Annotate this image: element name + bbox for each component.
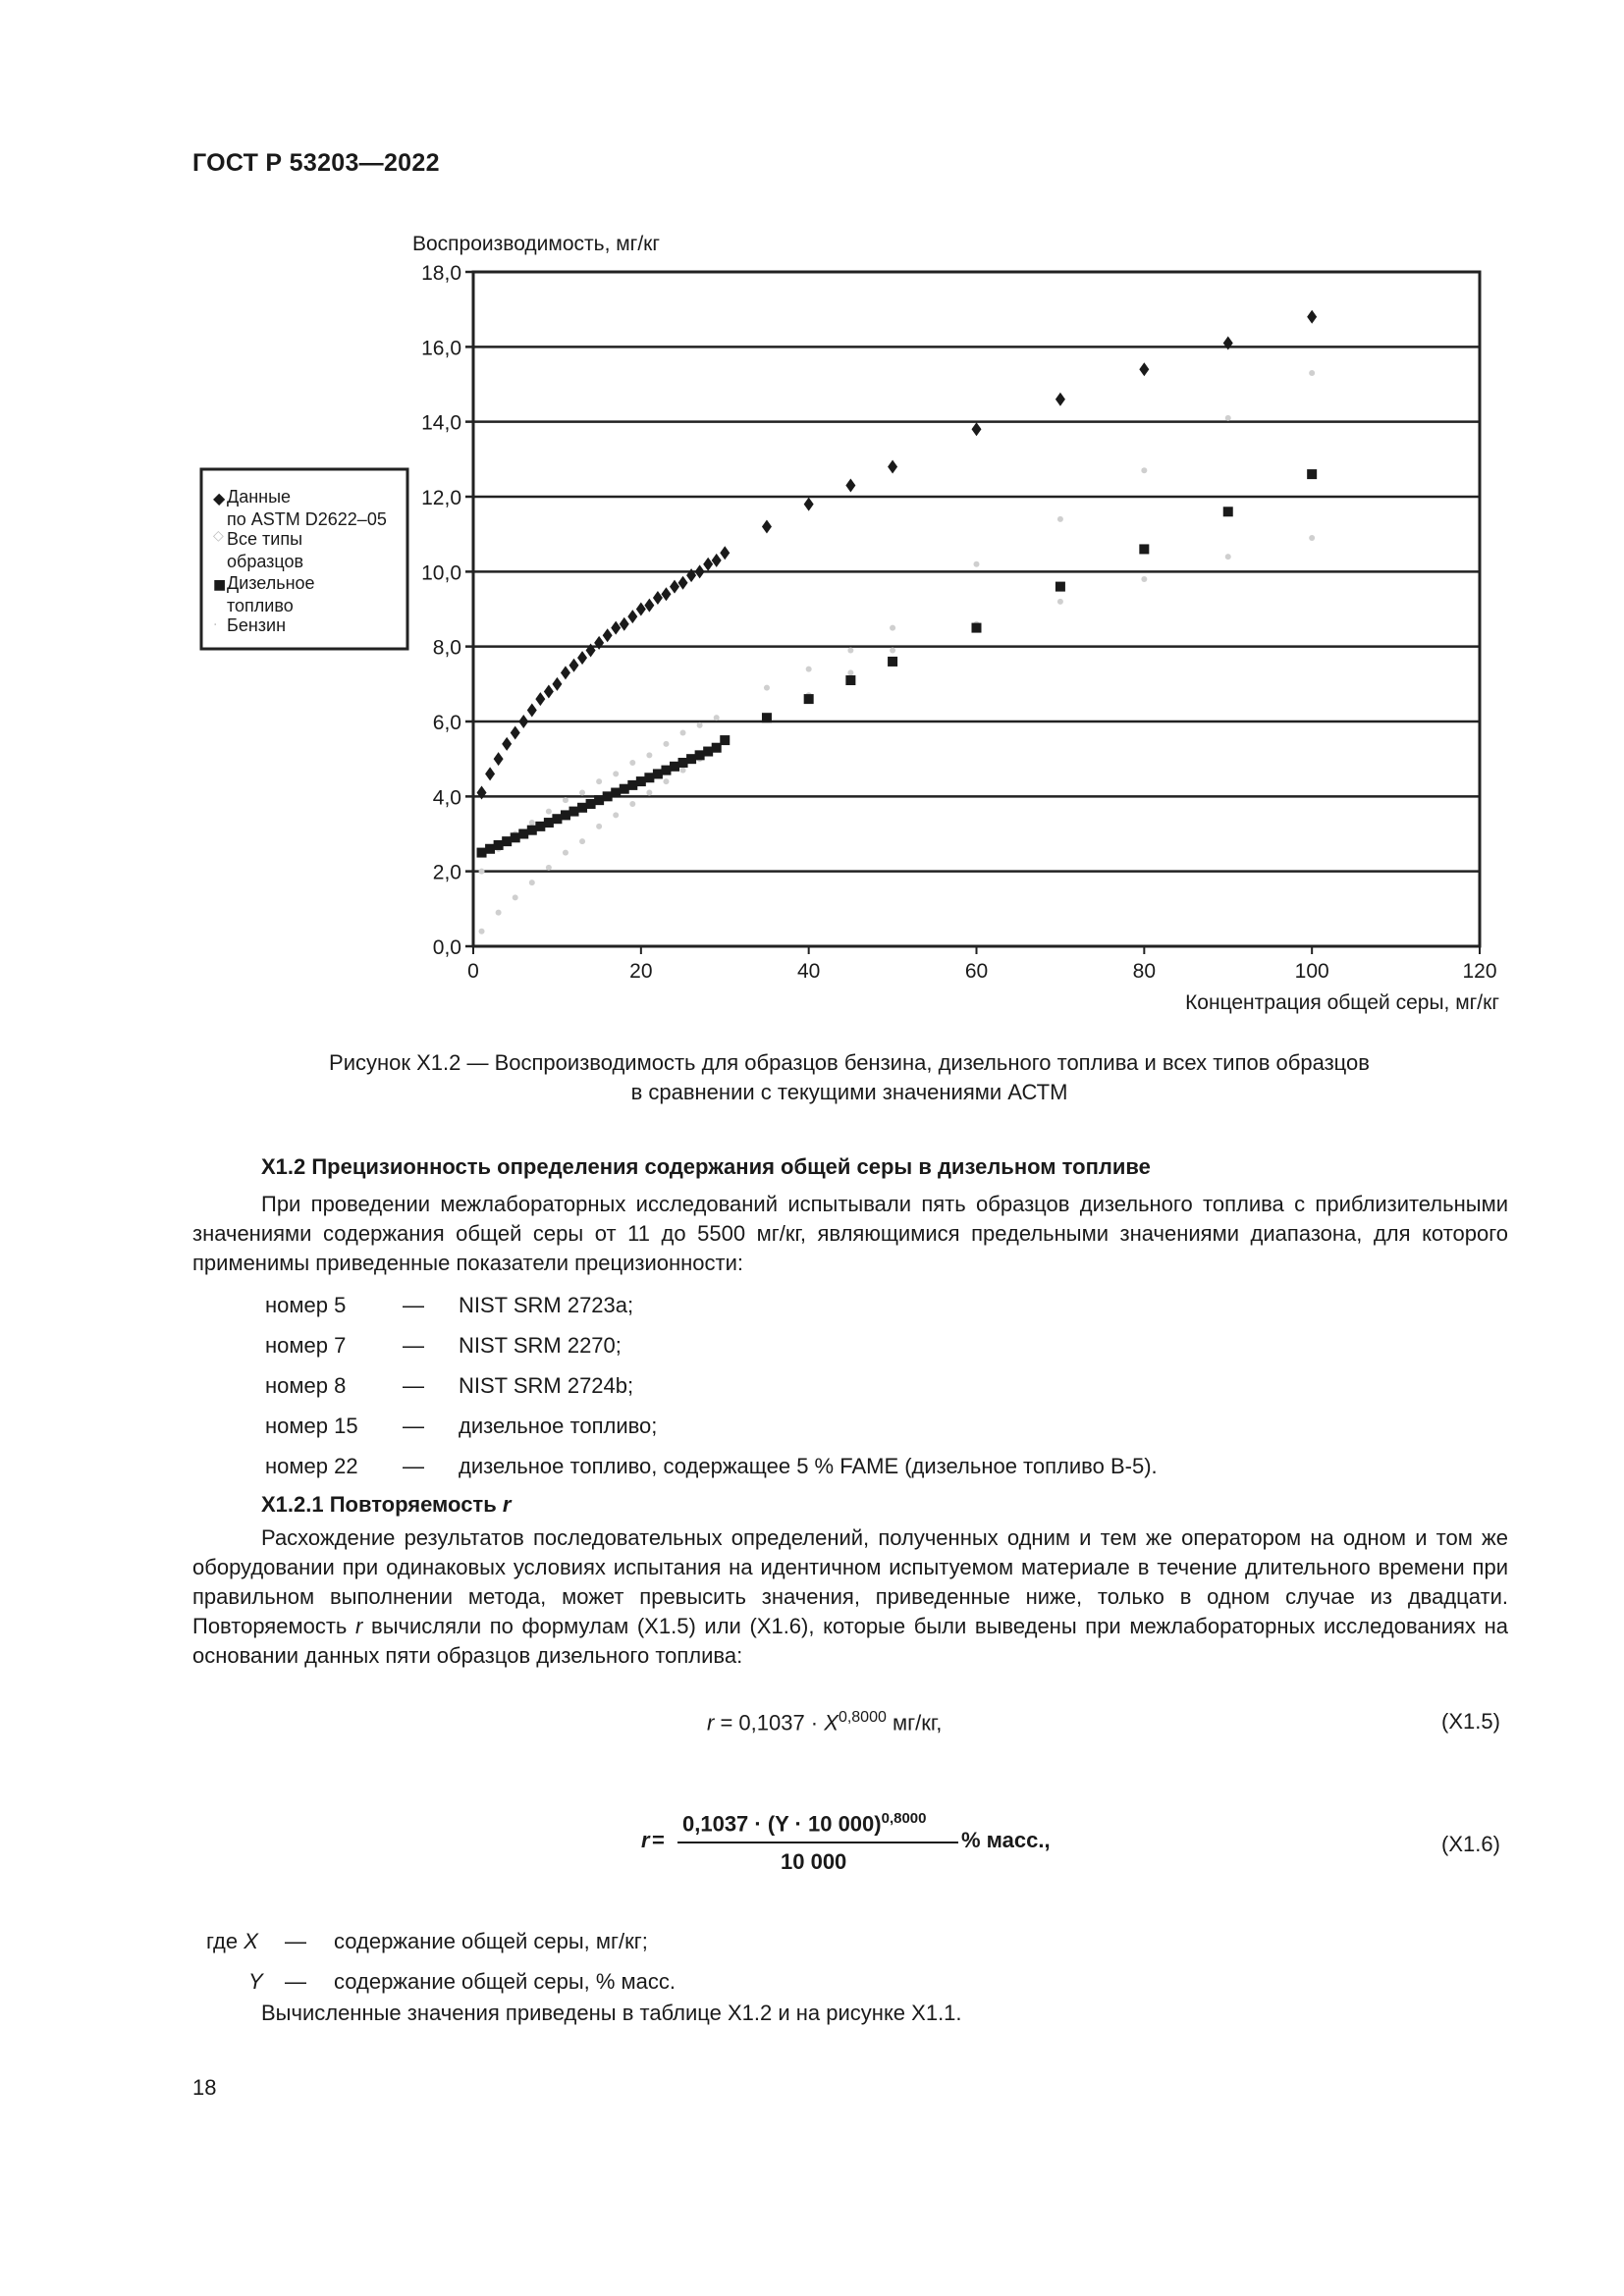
data-point [1139, 362, 1149, 376]
data-point [596, 824, 602, 829]
data-point [552, 814, 562, 824]
formula-x1-6: r = 0,1037 · (Y · 10 000)$^{0,8000}$ 10 000 % масс., [641, 1810, 1051, 1874]
data-point [762, 520, 772, 534]
data-point [502, 836, 512, 846]
data-point [1056, 582, 1065, 592]
data-point [546, 809, 552, 815]
where-y-desc: содержание общей серы, % масс. [334, 1969, 677, 1994]
data-point [569, 807, 579, 817]
data-point [579, 838, 585, 844]
data-point [636, 776, 646, 786]
data-point [629, 801, 635, 807]
y-tick-label: 2,0 [432, 861, 461, 884]
data-point [646, 790, 652, 796]
legend-label-gasoline: Бензин [227, 615, 287, 635]
data-point [544, 818, 554, 828]
data-point [561, 810, 570, 820]
data-point [845, 675, 855, 685]
data-point [485, 767, 495, 780]
legend-label-astm: Данные по ASTM D2622–05 [227, 487, 387, 529]
y-tick-label: 18,0 [421, 262, 461, 285]
data-point [1057, 599, 1063, 605]
data-point [563, 850, 568, 856]
data-point [485, 844, 495, 854]
data-point [695, 564, 705, 578]
data-point [644, 599, 654, 613]
x-tick-label: 40 [796, 960, 821, 983]
data-point [613, 812, 619, 818]
data-point [1141, 576, 1147, 582]
data-point [620, 784, 629, 794]
reproducibility-chart [191, 221, 1517, 1026]
data-point [569, 659, 579, 672]
data-point [1057, 516, 1063, 522]
data-point [627, 610, 637, 623]
data-point [479, 929, 485, 934]
legend-label-all: Все типы образцов [227, 529, 304, 571]
data-point [847, 669, 853, 675]
data-point [888, 459, 897, 473]
data-point [1225, 554, 1231, 560]
data-point [703, 558, 713, 571]
data-point [644, 773, 654, 782]
data-point [764, 685, 770, 691]
data-point [1056, 393, 1065, 406]
data-point [502, 737, 512, 751]
data-point [518, 829, 528, 839]
y-tick-label: 4,0 [432, 786, 461, 810]
fraction-bar [677, 1842, 958, 1843]
x-tick-label: 20 [629, 960, 653, 983]
data-point [845, 479, 855, 493]
data-point [720, 735, 730, 745]
data-point [1139, 544, 1149, 554]
data-point [613, 771, 619, 776]
data-point [678, 576, 688, 590]
data-point [888, 657, 897, 667]
data-point [494, 752, 504, 766]
data-point [561, 666, 570, 679]
data-point [620, 617, 629, 631]
data-point [596, 778, 602, 784]
x-tick-label: 60 [964, 960, 989, 983]
figure-caption-line1: Рисунок Х1.2 — Воспроизводимость для образцов бензина, дизельного топлива и всех типов образцов [329, 1050, 1370, 1075]
formula-denominator: 10 000 [781, 1849, 847, 1874]
section-heading: Х1.2 Прецизионность определения содержания общей серы в дизельном топливе [261, 1154, 1151, 1179]
data-point [653, 769, 663, 778]
data-point [611, 788, 621, 798]
data-point [529, 880, 535, 885]
repeatability-paragraph: Расхождение результатов последовательных определений, полученных одним и тем же оператором на одном и том же оборудовании при одинаковых условиях испытания на идентичном испытуемом материале в течение длительного времени при правильном выполнении метода, может превысить значения, приведенные ниже, только в одном случае из двадцати. Повторяемость r вычисляли по формулам (Х1.5) или (Х1.6), которые были выведены при межлабораторных исследованиях на основании данных пяти образцов дизельного топлива: [192, 1525, 1508, 1668]
data-point [577, 651, 587, 665]
data-point [890, 625, 895, 631]
where-x-dash: — [285, 1929, 306, 1953]
section-intro: При проведении межлабораторных исследований испытывали пять образцов дизельного топлива с приблизительными значениями содержания общей серы от 11 до 5500 мг/кг, являющимися предельными значениями диапазона, для которого применимы приведенные показатели прецизионности: [192, 1192, 1508, 1275]
data-point [577, 803, 587, 813]
data-point [546, 865, 552, 871]
data-point [890, 647, 895, 653]
data-point [496, 910, 502, 916]
y-tick-label: 10,0 [421, 561, 461, 585]
where-x: где X [206, 1929, 258, 1953]
y-tick-label: 16,0 [421, 337, 461, 360]
data-point [847, 647, 853, 653]
closing-sentence: Вычисленные значения приведены в таблице Х1.2 и на рисунке Х1.1. [261, 2001, 962, 2025]
y-axis-label: Воспроизводимость, мг/кг [412, 233, 661, 255]
data-point [653, 591, 663, 605]
data-point [697, 722, 703, 728]
light-marker-icon: · [213, 617, 218, 633]
data-point [1309, 535, 1315, 541]
data-point [636, 603, 646, 616]
data-point [586, 799, 596, 809]
formula-number-x1-6: (Х1.6) [1441, 1832, 1500, 1856]
data-point [479, 869, 485, 875]
where-x-desc: содержание общей серы, мг/кг; [334, 1929, 648, 1953]
data-point [603, 791, 613, 801]
data-point [527, 704, 537, 718]
y-tick-label: 14,0 [421, 411, 461, 435]
document-code: ГОСТ Р 53203—2022 [192, 149, 440, 177]
light-marker-icon: ◇ [213, 528, 224, 544]
data-point [712, 554, 722, 567]
x-tick-label: 80 [1132, 960, 1157, 983]
data-point [663, 778, 669, 784]
data-point [1307, 469, 1317, 479]
formula-unit: % масс., [961, 1828, 1051, 1852]
x-tick-label: 0 [467, 960, 479, 983]
figure-caption [216, 1048, 1483, 1107]
x-tick-label: 120 [1462, 960, 1497, 983]
data-point [680, 729, 686, 735]
data-point [714, 715, 720, 721]
plot-frame [473, 272, 1480, 946]
data-point [529, 820, 535, 826]
data-point [695, 750, 705, 760]
data-point [1225, 415, 1231, 421]
data-point [494, 840, 504, 850]
y-tick-label: 0,0 [432, 936, 461, 959]
data-point [629, 760, 635, 766]
data-point [712, 743, 722, 753]
data-point [703, 747, 713, 757]
data-point [670, 762, 679, 772]
subsection-heading: Х1.2.1 Повторяемость r [261, 1492, 512, 1517]
data-point [627, 780, 637, 790]
data-point [511, 832, 520, 842]
data-point [806, 667, 812, 672]
legend-label-diesel: Дизельное топливо [227, 573, 315, 615]
formula-numerator: 0,1037 · (Y · 10 000)$^{0,8000}$ [682, 1810, 927, 1837]
chart-legend [201, 469, 407, 649]
data-point [678, 758, 688, 768]
formula-number-x1-5: (Х1.5) [1441, 1709, 1500, 1734]
data-point [804, 694, 814, 704]
data-point [670, 580, 679, 594]
data-point [563, 797, 568, 803]
data-point [594, 795, 604, 805]
formula-x1-5: $r = 0,1037 \cdot X^{0,8000}$ мг/кг, [707, 1709, 943, 1735]
data-point [511, 725, 520, 739]
y-tick-label: 6,0 [432, 712, 461, 734]
data-point [603, 628, 613, 642]
y-tick-label: 8,0 [432, 636, 461, 660]
data-point [527, 826, 537, 835]
where-y: Y [248, 1969, 263, 1994]
data-point [686, 754, 696, 764]
figure-caption-line2: в сравнении с текущими значениями АСТМ [630, 1080, 1068, 1104]
data-point [544, 684, 554, 698]
data-point [535, 822, 545, 831]
page-number: 18 [192, 2075, 217, 2100]
data-point [661, 587, 671, 601]
data-point [646, 752, 652, 758]
data-point [762, 713, 772, 722]
square-marker-icon: ■ [213, 577, 227, 593]
y-tick-label: 12,0 [421, 487, 461, 509]
data-point [518, 715, 528, 728]
data-point [663, 741, 669, 747]
data-point [720, 546, 730, 560]
data-point [1141, 467, 1147, 473]
data-point [477, 848, 487, 858]
x-tick-label: 100 [1294, 960, 1329, 983]
data-point [513, 894, 518, 900]
data-point [552, 677, 562, 691]
x-axis-label: Концентрация общей серы, мг/кг [1185, 991, 1499, 1014]
diamond-marker-icon: ◆ [213, 489, 226, 507]
data-point [661, 766, 671, 775]
data-point [972, 623, 982, 633]
data-point [611, 621, 621, 635]
where-y-dash: — [285, 1969, 306, 1994]
data-point [680, 768, 686, 774]
data-point [1307, 310, 1317, 324]
data-point [804, 498, 814, 511]
data-point [972, 422, 982, 436]
data-point [974, 561, 980, 567]
data-point [579, 790, 585, 796]
data-point [535, 692, 545, 706]
data-point [1309, 370, 1315, 376]
data-point [1223, 507, 1233, 516]
